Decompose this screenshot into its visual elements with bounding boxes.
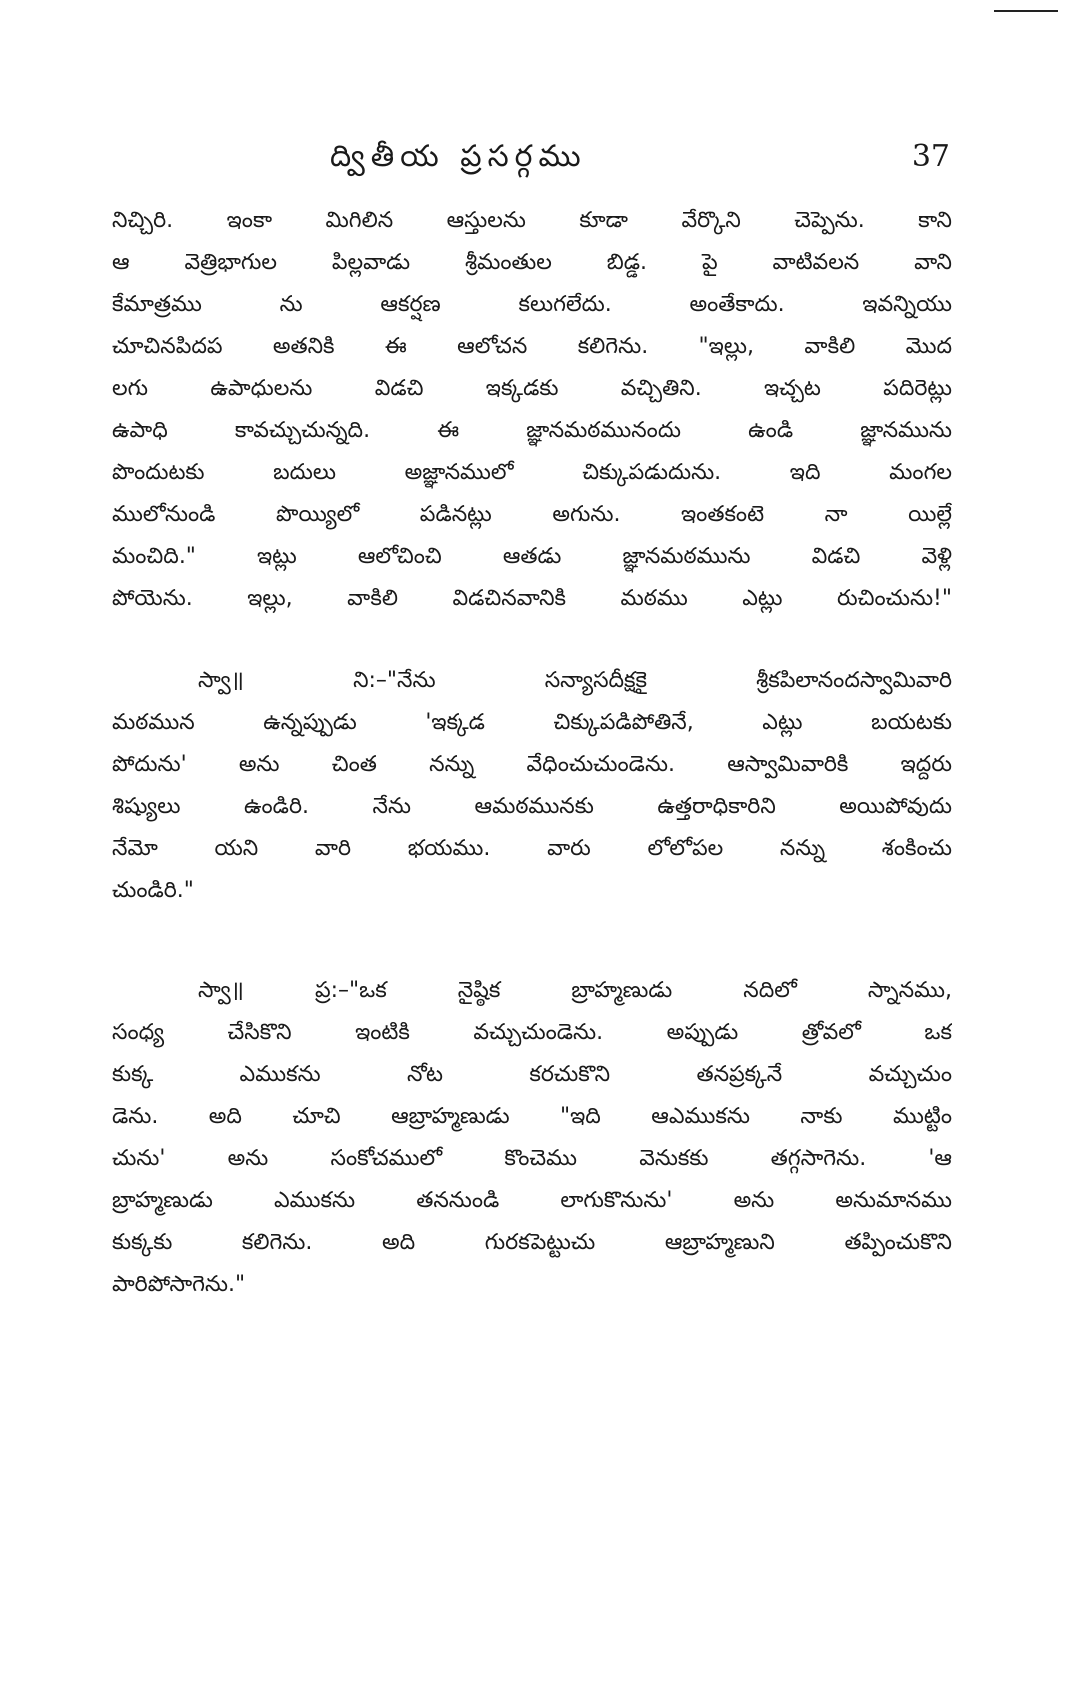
text-line: శిష్యులు ఉండిరి. నేను ఆమఠమునకు ఉత్తరాధికారిని అయిపోవుదు [112, 794, 952, 819]
text-line: చూచినపిదప అతనికి ఈ ఆలోచన కలిగెను. "ఇల్లు, వాకిలి మొద [112, 334, 952, 359]
text-line: ములోనుండి పొయ్యిలో పడినట్లు అగును. ఇంతకంటె నా యిల్లే [112, 502, 952, 527]
text-line: స్వా॥ ప్ర:–"ఒక నైష్ఠిక బ్రాహ్మణుడు నదిలో స్నానము, [198, 978, 952, 1003]
page-number: 37 [911, 139, 950, 174]
paragraph-2 [112, 660, 952, 912]
text-line: సంధ్య చేసికొని ఇంటికి వచ్చుచుండెను. అప్పుడు త్రోవలో ఒక [112, 1020, 952, 1045]
text-line: ఉపాధి కావచ్చుచున్నది. ఈ జ్ఞానమఠమునందు ఉండి జ్ఞానమును [112, 418, 952, 443]
text-line: బ్రాహ్మణుడు ఎముకను తననుండి లాగుకొనును' అను అనుమానము [112, 1188, 952, 1213]
text-line: ఆ వెత్రిభాగుల పిల్లవాడు శ్రీమంతుల బిడ్డ. పై వాటివలన వాని [112, 250, 952, 275]
text-line: నేమో యని వారి భయము. వారు లోలోపల నన్ను శంకించు [112, 836, 952, 861]
text-line: కుక్కకు కలిగెను. అది గురకపెట్టుచు ఆబ్రాహ్మణుని తప్పించుకొని [112, 1230, 952, 1255]
text-line: పారిపోసాగెను." [112, 1272, 246, 1297]
text-line: చుండిరి." [112, 878, 194, 903]
text-line: లగు ఉపాధులను విడచి ఇక్కడకు వచ్చితిని. ఇచ్చట పదిరెట్లు [112, 376, 952, 401]
running-title: ద్వితీయ ప్రసర్గము [330, 139, 587, 174]
text-line: నిచ్చిరి. ఇంకా మిగిలిన ఆస్తులను కూడా వేర్కొని చెప్పెను. కాని [112, 208, 952, 233]
top-rule [994, 10, 1058, 12]
text-line: మఠమున ఉన్నప్పుడు 'ఇక్కడ చిక్కుపడిపోతినే, ఎట్లు బయటకు [112, 710, 952, 735]
page-header [110, 132, 950, 182]
text-line: చును' అను సంకోచములో కొంచెము వెనుకకు తగ్గసాగెను. 'ఆ [112, 1146, 952, 1171]
paragraph-3 [112, 970, 952, 1306]
text-line: కేమాత్రము ను ఆకర్షణ కలుగలేదు. అంతేకాదు. ఇవన్నియు [112, 292, 952, 317]
page-body [112, 200, 952, 1306]
text-line: మంచిది." ఇట్లు ఆలోచించి ఆతడు జ్ఞానమఠమును విడచి వెళ్లి [112, 544, 952, 569]
text-line: పొందుటకు బదులు అజ్ఞానములో చిక్కుపడుదును. ఇది మంగల [112, 460, 952, 485]
text-line: పోదును' అను చింత నన్ను వేధించుచుండెను. ఆస్వామివారికి ఇద్దరు [112, 752, 952, 777]
text-line: కుక్క ఎముకను నోట కరచుకొని తనప్రక్కనే వచ్చుచుం [112, 1062, 952, 1087]
text-line: డెను. అది చూచి ఆబ్రాహ్మణుడు "ఇది ఆఎముకను నాకు ముట్టిం [112, 1104, 952, 1129]
text-line: స్వా॥ ని:–"నేను సన్యాసదీక్షకై శ్రీకపిలానందస్వామివారి [198, 668, 952, 693]
paragraph-1 [112, 200, 952, 620]
text-line: పోయెను. ఇల్లు, వాకిలి విడచినవానికి మఠము ఎట్లు రుచించును!" [112, 586, 952, 611]
